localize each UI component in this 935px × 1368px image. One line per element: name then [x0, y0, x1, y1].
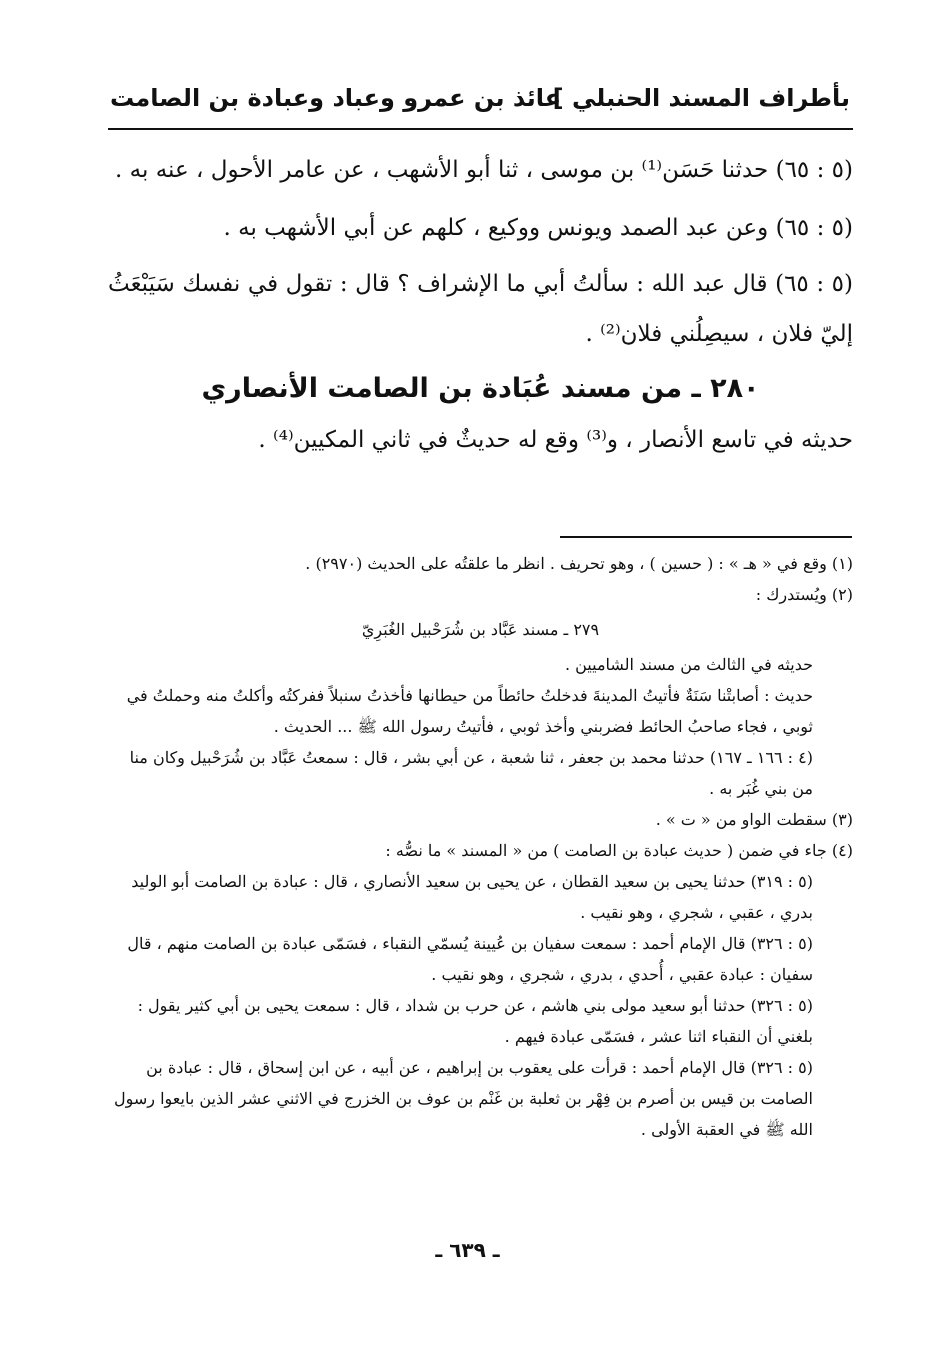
- footnote-2-label: (٢) ويُستدرك :: [755, 585, 853, 604]
- footnote-4-line: (٥ : ٣١٩) حدثنا يحيى بن سعيد القطان ، عن يحيى بن سعيد الأنصاري ، قال : عبادة بن الصامت أبو الوليد بدري ، عقبي ، شجري ، وهو نقيب .: [131, 872, 813, 922]
- footnote-divider: [560, 536, 852, 538]
- footnote-4-line: (٥ : ٣٢٦) قال الإمام أحمد : قرأت على يعقوب بن إبراهيم ، عن أبيه ، عن ابن إسحاق ، قال : عبادة بن الصامت بن قيس بن أصرم بن فِهْر بن ثعلبة بن غَنْم بن عوف بن الخزرج في الاثني عشر الذين بايعوا رسول الله ﷺ في العقبة الأولى .: [113, 1058, 813, 1139]
- hadith-paragraph-2: (٥ : ٦٥) وعن عبد الصمد ويونس ووكيع ، كلهم عن أبي الأشهب به .: [223, 215, 853, 241]
- footnote-2-line: (٤ : ١٦٦ ـ ١٦٧) حدثنا محمد بن جعفر ، ثنا شعبة ، عن أبي بشر ، قال : سمعتُ عَبَّاد بن شُرَحْبيل وكان منا من بني غُبَر به .: [129, 748, 813, 798]
- footnote-3: (٣) سقطت الواو من « ت » .: [655, 810, 853, 829]
- footnote-1: (١) وقع في « هـ » : ( حسين ) ، وهو تحريف . انظر ما علقتُه على الحديث (٢٩٧٠) .: [305, 554, 853, 573]
- section-heading: ٢٨٠ ـ من مسند عُبَادة بن الصامت الأنصاري: [201, 373, 760, 404]
- footnote-2-line: حديثه في الثالث من مسند الشاميين .: [564, 655, 813, 674]
- section-intro: حديثه في تاسع الأنصار ، و⁽³⁾ وقع له حديثٌ في ثاني المكيين⁽⁴⁾ .: [258, 427, 853, 453]
- running-header: [110, 84, 850, 124]
- hadith-paragraph-3: (٥ : ٦٥) قال عبد الله : سألتُ أبي ما الإشراف ؟ قال : تقول في نفسك سَيَبْعَثُ إليّ فلان ، سيصِلُني فلان⁽²⁾ .: [108, 271, 853, 347]
- header-divider: [108, 128, 853, 130]
- main-text: [108, 145, 853, 460]
- footnote-4-label: (٤) جاء في ضمن ( حديث عبادة بن الصامت ) من « المسند » ما نصُّه :: [385, 841, 853, 860]
- footnote-4-line: (٥ : ٣٢٦) قال الإمام أحمد : سمعت سفيان بن عُيينة يُسمّي النقباء ، فسَمّى عبادة بن الصامت منهم ، قال سفيان : عبادة عقبي ، أُحدي ، بدري ، شجري ، وهو نقيب .: [127, 934, 813, 984]
- footnote-2-line: حديث : أصابتْنا سَنَةٌ فأتيتُ المدينةَ فدخلتُ حائطاً من حيطانها فأخذتُ سنبلاً ففركتُه وأكلتُ منه وحملتُ في ثوبي ، فجاء صاحبُ الحائط فضربني وأخذ ثوبي ، فأتيتُ رسول الله ﷺ ... الحديث .: [126, 686, 813, 736]
- page-number: ـ ٦٣٩ ـ: [435, 1238, 500, 1262]
- footnote-2-title: ٢٧٩ ـ مسند عَبَّاد بن شُرَحْبيل الغُبَرِيّ: [361, 620, 600, 639]
- header-book-title: بأطراف المسند الحنبلي ]: [552, 84, 850, 112]
- hadith-paragraph-1: (٥ : ٦٥) حدثنا حَسَن⁽¹⁾ بن موسى ، ثنا أبو الأشهب ، عن عامر الأحول ، عنه به .: [115, 157, 853, 183]
- footnotes: [108, 548, 853, 1145]
- header-section-title: عائذ بن عمرو وعباد وعبادة بن الصامت: [110, 84, 562, 112]
- footnote-4-line: (٥ : ٣٢٦) حدثنا أبو سعيد مولى بني هاشم ، عن حرب بن شداد ، قال : سمعت يحيى بن أبي كثير يقول : بلغني أن النقباء اثنا عشر ، فسَمّى عبادة فيهم .: [137, 996, 813, 1046]
